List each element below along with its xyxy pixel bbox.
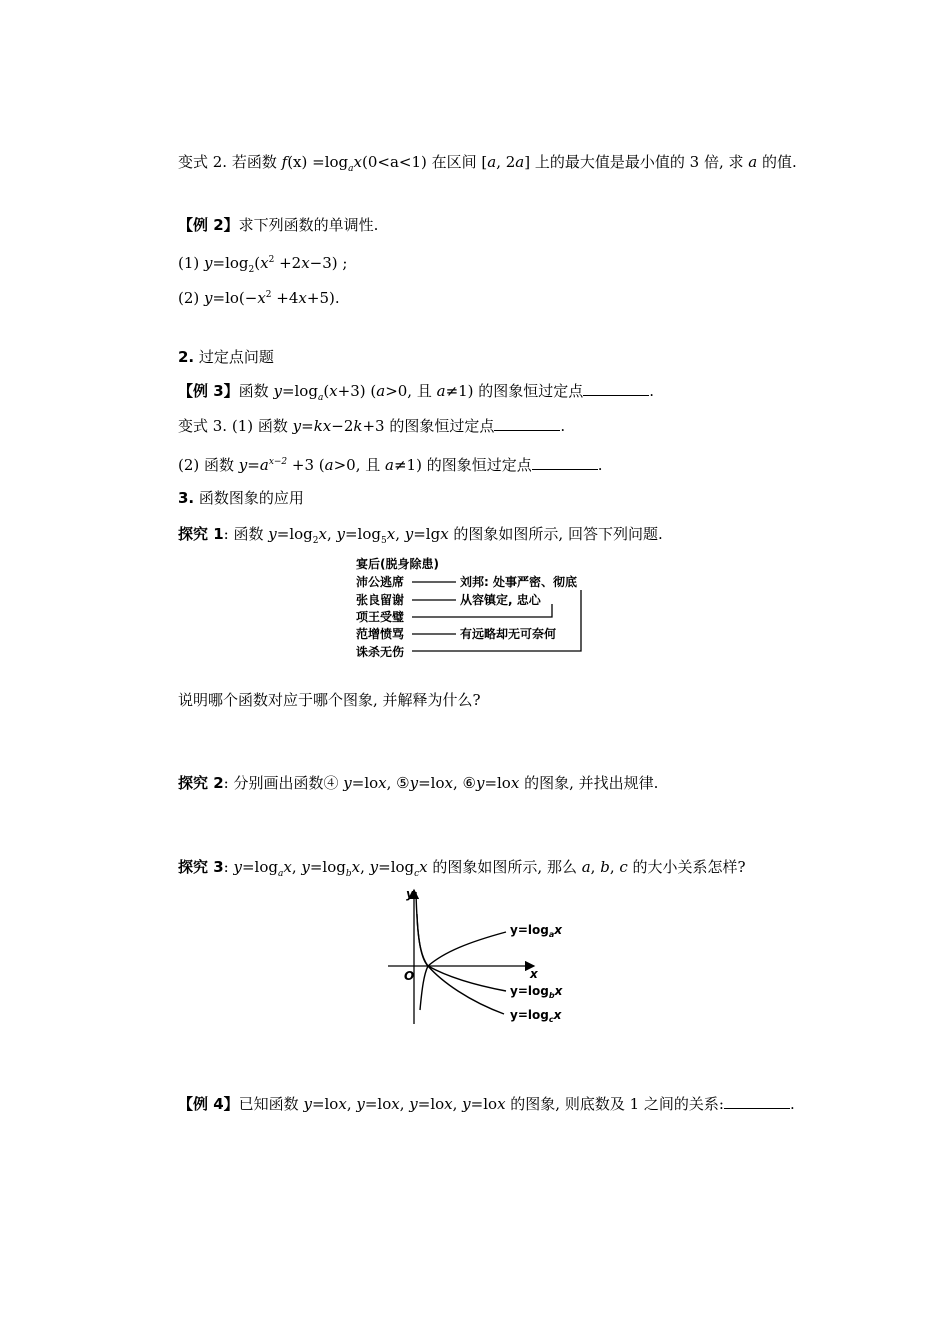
var: a	[515, 153, 525, 171]
text: =lo	[351, 774, 379, 792]
var: x	[510, 774, 520, 792]
curve-log-c	[420, 966, 504, 1014]
example-tag: 【例 4】	[178, 1095, 239, 1113]
outline-row: 范增愤骂	[356, 627, 405, 641]
subscript: a	[277, 869, 284, 879]
text: ,	[609, 858, 620, 876]
var: x	[257, 289, 266, 307]
text: (	[323, 382, 330, 400]
text: =log	[344, 525, 381, 543]
text: +3) (	[337, 382, 377, 400]
text: >0, 且	[333, 456, 386, 474]
text: 的图象, 并找出规律.	[519, 774, 659, 792]
example-2-heading	[178, 215, 378, 235]
text: 已知函数	[238, 1095, 304, 1113]
text: =lo	[484, 774, 511, 792]
var: y	[356, 1095, 365, 1113]
text: +5).	[306, 289, 340, 307]
exploration-tag: 探究 3	[178, 858, 224, 876]
outline-title: 宴后(脱身除患)	[356, 557, 439, 571]
text: 的图象, 则底数及 1 之间的关系:	[505, 1095, 724, 1113]
log-graph-figure	[384, 884, 584, 1028]
var: k	[353, 417, 363, 435]
text: (1)	[178, 254, 205, 272]
var: a	[259, 456, 269, 474]
text: ,	[590, 858, 601, 876]
label-text: y=log	[510, 923, 549, 937]
var: x	[497, 1095, 506, 1113]
text: +3 (	[287, 456, 325, 474]
curve-log-b	[416, 892, 506, 991]
variant-3-part-2	[178, 452, 603, 475]
text: ,	[360, 858, 370, 876]
text: +3 的图象恒过定点	[362, 417, 495, 435]
subscript: 2	[312, 536, 319, 546]
text: −3) ;	[309, 254, 348, 272]
var: a	[487, 153, 497, 171]
label-text: y=log	[510, 984, 549, 998]
var: a	[436, 382, 446, 400]
text: ≠1) 的图象恒过定点	[393, 456, 532, 474]
var: x	[444, 774, 453, 792]
text: 变式 3. (1) 函数	[178, 417, 293, 435]
var: y	[238, 456, 248, 474]
text: +4	[271, 289, 299, 307]
text: (2) 函数	[178, 456, 239, 474]
answer-blank[interactable]	[724, 1094, 790, 1109]
text: ,	[395, 525, 405, 543]
text: 函数	[238, 382, 274, 400]
text: ≠1) 的图象恒过定点	[445, 382, 584, 400]
subscript: a	[348, 164, 354, 174]
var: a	[376, 382, 386, 400]
text: =	[301, 417, 314, 435]
text: (	[254, 254, 261, 272]
outline-figure	[352, 554, 592, 662]
text: ] 上的最大值是最小值的 3 倍, 求	[524, 153, 749, 171]
label-subscript: b	[548, 991, 555, 1000]
text: =	[247, 456, 260, 474]
curve-label-a	[510, 923, 563, 939]
text: ,	[399, 1095, 410, 1113]
var: y	[409, 774, 419, 792]
text: 的图象如图所示, 回答下列问题.	[448, 525, 663, 543]
var: a	[748, 153, 758, 171]
var: a	[324, 456, 334, 474]
example-tag: 【例 3】	[178, 382, 239, 400]
subscript: 2	[248, 265, 255, 275]
origin-label: O	[404, 969, 415, 983]
text: ,	[291, 858, 302, 876]
curve-label-c	[510, 1008, 563, 1024]
var: x	[301, 254, 310, 272]
var: x	[386, 525, 396, 543]
exploration-1-question	[178, 690, 481, 710]
text: 的大小关系怎样?	[627, 858, 746, 876]
answer-blank[interactable]	[494, 416, 560, 431]
outline-row: 诛杀无伤	[356, 645, 405, 659]
answer-blank[interactable]	[583, 381, 649, 396]
text: =log	[378, 858, 415, 876]
section-number: 3.	[178, 489, 195, 507]
subscript: c	[414, 869, 420, 879]
var: y	[409, 1095, 418, 1113]
text: =log	[276, 525, 313, 543]
exploration-tag: 探究 1	[178, 525, 224, 543]
y-axis-label: y	[406, 887, 414, 901]
var: f	[281, 153, 288, 171]
label-var: x	[553, 1008, 562, 1022]
var: x	[378, 774, 387, 792]
text: ,	[452, 1095, 463, 1113]
exploration-tag: 探究 2	[178, 774, 224, 792]
example-4-problem	[178, 1094, 795, 1114]
var: a	[385, 456, 394, 474]
subscript: b	[345, 869, 352, 879]
x-axis-label: x	[530, 967, 538, 981]
section-3-heading	[178, 488, 304, 508]
var: c	[619, 858, 628, 876]
example-3-problem	[178, 381, 654, 408]
text: .	[560, 417, 566, 435]
text: 变式 2. 若函数	[178, 153, 282, 171]
var: y	[336, 525, 345, 543]
text: .	[597, 456, 603, 474]
text: , 2	[496, 153, 516, 171]
text: 的值.	[757, 153, 797, 171]
var: y	[462, 1095, 471, 1113]
label-subscript: c	[548, 1015, 554, 1024]
var: x	[338, 1095, 347, 1113]
text: :	[223, 858, 234, 876]
text: , ⑤	[386, 774, 410, 792]
text: =lo(−	[212, 289, 258, 307]
text: : 函数	[223, 525, 269, 543]
variant-3-part-1	[178, 416, 565, 436]
text: =log	[281, 382, 318, 400]
text: =lg	[413, 525, 441, 543]
text: >0, 且	[385, 382, 437, 400]
text: : 分别画出函数④	[223, 774, 344, 792]
text: =lo	[418, 774, 445, 792]
var: x	[391, 1095, 400, 1113]
var: y	[303, 1095, 312, 1113]
var: y	[204, 289, 213, 307]
outline-row: 项王受璧	[356, 610, 405, 624]
text: .	[649, 382, 655, 400]
outline-row: 沛公逃席	[356, 575, 405, 589]
text: −2	[331, 417, 354, 435]
var: y	[343, 774, 352, 792]
text: 函数图象的应用	[194, 489, 304, 507]
text: (0<a<1) 在区间 [	[361, 153, 488, 171]
var: x	[329, 382, 338, 400]
var: kx	[313, 417, 332, 435]
var: x	[353, 153, 362, 171]
text: .	[789, 1095, 795, 1113]
var: y	[292, 417, 302, 435]
text: =lo	[311, 1095, 339, 1113]
outline-note: 有远略却无可奈何	[460, 627, 557, 641]
var: y	[404, 525, 414, 543]
section-number: 2.	[178, 348, 195, 366]
text: ,	[326, 525, 337, 543]
subscript: a	[317, 393, 324, 403]
superscript: x−2	[268, 457, 288, 467]
var: x	[318, 525, 327, 543]
superscript: 2	[265, 290, 272, 300]
var: x	[351, 858, 361, 876]
curve-label-b	[510, 984, 564, 1000]
text: =log	[212, 254, 249, 272]
var: x	[444, 1095, 453, 1113]
text: =log	[307, 153, 349, 171]
label-text: y=log	[510, 1008, 549, 1022]
var: y	[268, 525, 277, 543]
example-2-part-2	[178, 285, 340, 308]
outline-note: 从容镇定, 忠心	[460, 593, 541, 607]
label-var: x	[554, 984, 563, 998]
label-var: x	[554, 923, 562, 937]
text: =log	[309, 858, 346, 876]
text: =lo	[417, 1095, 445, 1113]
outline-note: 刘邦: 处事严密、彻底	[460, 575, 577, 589]
text: =lo	[364, 1095, 392, 1113]
text: 说明哪个函数对应于哪个图象, 并解释为什么?	[178, 691, 481, 709]
text: =log	[241, 858, 278, 876]
variant-2-problem	[178, 152, 797, 179]
text: 求下列函数的单调性.	[238, 216, 379, 234]
example-2-part-1	[178, 250, 347, 280]
var: x	[419, 858, 428, 876]
var: y	[233, 858, 242, 876]
var: y	[204, 254, 213, 272]
superscript: 2	[268, 255, 275, 265]
text: =lo	[470, 1095, 498, 1113]
text: +2	[274, 254, 302, 272]
text: ,	[346, 1095, 357, 1113]
exploration-3	[178, 857, 746, 884]
text: (2)	[178, 289, 205, 307]
text: (x)	[287, 153, 308, 171]
section-2-heading	[178, 347, 274, 367]
var: x	[283, 858, 292, 876]
var: x	[298, 289, 307, 307]
curve-log-a	[417, 914, 506, 966]
subscript: 5	[380, 536, 387, 546]
var: x	[260, 254, 269, 272]
text: , ⑥	[452, 774, 476, 792]
label-subscript: a	[548, 930, 555, 939]
text: 过定点问题	[194, 348, 274, 366]
outline-row: 张良留谢	[356, 593, 405, 607]
text: 的图象如图所示, 那么	[427, 858, 582, 876]
answer-blank[interactable]	[532, 455, 598, 470]
var: y	[301, 858, 310, 876]
var: x	[440, 525, 449, 543]
exploration-1	[178, 524, 663, 551]
var: y	[369, 858, 379, 876]
example-tag: 【例 2】	[178, 216, 239, 234]
var: y	[273, 382, 282, 400]
var: b	[600, 858, 610, 876]
var: y	[475, 774, 485, 792]
var: a	[581, 858, 591, 876]
exploration-2	[178, 773, 658, 793]
